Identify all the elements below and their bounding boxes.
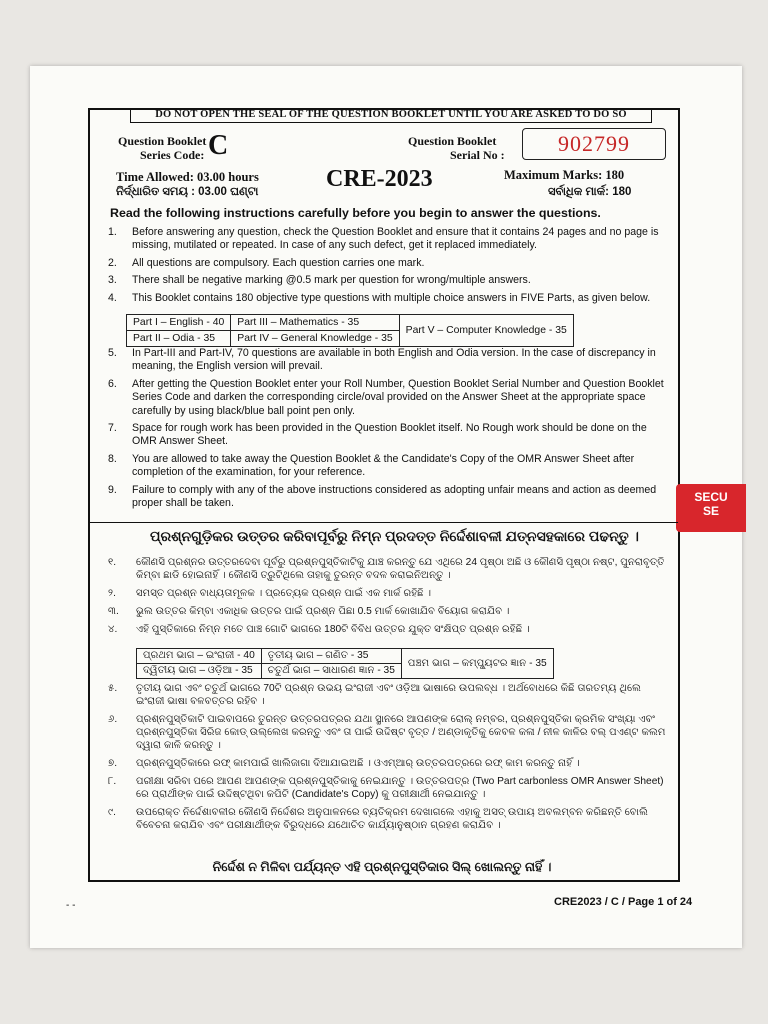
seal-warning-banner: DO NOT OPEN THE SEAL OF THE QUESTION BOOKLET UNTIL YOU ARE ASKED TO DO SO: [130, 108, 652, 123]
odia-part-4-cell: ଚତୁର୍ଥ ଭାଗ – ସାଧାରଣ ଜ୍ଞାନ - 35: [261, 664, 401, 679]
section-divider: [88, 522, 678, 523]
odia-instructions-heading: ପ୍ରଶ୍ନଗୁଡ଼ିକର ଉତ୍ତର କରିବାପୂର୍ବରୁ ନିମ୍ନ ପ୍ରଦତ୍ତ ନିର୍ଦ୍ଦେଶାବଳୀ ଯତ୍ନସହକାରେ ପଢନ୍ତୁ ।: [150, 528, 639, 544]
parts-table-od: [136, 648, 554, 679]
security-seal-tab: [676, 484, 746, 532]
odia-instruction-number: ୭.: [108, 758, 118, 769]
odia-instruction-number: ୩.: [108, 606, 119, 617]
odia-instruction-item: [104, 713, 666, 752]
odia-instruction-number: ୪.: [108, 624, 118, 635]
instruction-item: [104, 484, 664, 511]
instruction-number: 4.: [108, 291, 117, 304]
odia-instruction-number: ୫.: [108, 683, 118, 694]
odia-instruction-text: ଏହି ପୁସ୍ତିକାରେ ନିମ୍ନ ମତେ ପାଞ୍ଚ ଗୋଟି ଭାଗରେ 180ଟି ବିବିଧ ଉତ୍ତର ଯୁକ୍ତ ସଂକ୍ଷିପ୍ତ ପ୍ରଶ୍ନ ରହିଛି ।: [136, 624, 530, 635]
instruction-text: Before answering any question, check the Question Booklet and ensure that it contains 24 pages and no page is missing, mutilated or repeated. In case of any such defect, get it replaced immediately.: [132, 226, 659, 252]
instruction-item: [104, 453, 664, 480]
odia-instruction-text: ପରୀକ୍ଷା ସରିବା ପରେ ଆପଣ ଆପଣଙ୍କ ପ୍ରଶ୍ନପୁସ୍ତିକାକୁ ନେଇଯାନ୍ତୁ । ଉତ୍ତରପତ୍ର (Two Part carbonless OMR Answer Sheet) ରେ ପ୍ରାର୍ଥୀଙ୍କ ପାଇଁ ଉଦ୍ଦିଷ୍ଟଥିବା କପିଟି (Candidate's Copy) କୁ ପରୀକ୍ଷାର୍ଥୀ ନେଇଯାନ୍ତୁ ।: [136, 776, 664, 800]
instruction-number: 1.: [108, 226, 117, 238]
instruction-number: 2.: [108, 256, 117, 269]
instruction-list-en: [104, 226, 664, 515]
odia-instruction-item: [104, 682, 666, 708]
serial-no-value: 902799: [522, 128, 666, 160]
series-code-label-1: Question Booklet: [118, 134, 207, 148]
odia-instruction-item: [104, 556, 666, 582]
odia-part-5-cell: ପଞ୍ଚମ ଭାଗ – କମ୍ପ୍ୟୁଟର ଜ୍ଞାନ - 35: [401, 649, 553, 679]
odia-instruction-number: ୨.: [108, 588, 116, 599]
odia-instruction-item: [104, 623, 666, 636]
security-seal-line-2: SE: [702, 504, 719, 518]
instruction-item: [104, 274, 664, 287]
serial-no-label-2: Serial No :: [450, 148, 505, 162]
instruction-text: All questions are compulsory. Each question carries one mark.: [132, 256, 425, 269]
exam-title: CRE-2023: [326, 166, 433, 192]
odia-instruction-item: [104, 587, 666, 600]
odia-instruction-number: ୮.: [108, 776, 117, 787]
odia-part-2-cell: ଦ୍ୱିତୀୟ ଭାଗ – ଓଡ଼ିଆ - 35: [137, 664, 262, 679]
security-seal-line-1: SECU: [694, 490, 728, 504]
instruction-text: This Booklet contains 180 objective type questions with multiple choice answers in FIVE Parts, as given below.: [132, 291, 651, 304]
part-3-cell: Part III – Mathematics - 35: [231, 315, 399, 331]
instruction-number: 8.: [108, 452, 117, 465]
footer-marks: - -: [66, 900, 76, 911]
part-5-cell: Part V – Computer Knowledge - 35: [399, 315, 573, 347]
instructions-heading: Read the following instructions carefully before you begin to answer the questions.: [110, 206, 601, 220]
odia-instruction-number: ୬.: [108, 714, 118, 725]
odia-instruction-item: [104, 806, 666, 832]
instruction-text: Space for rough work has been provided in the Question Booklet itself. No Rough work should be done on the OMR Answer Sheet.: [132, 422, 647, 448]
instruction-text: Failure to comply with any of the above instructions considered as adopting unfair means and action as deemed proper shall be taken.: [132, 483, 657, 510]
instruction-item: [104, 257, 664, 270]
time-allowed-en: Time Allowed: 03.00 hours: [116, 170, 259, 184]
instruction-item: [104, 226, 664, 253]
part-4-cell: Part IV – General Knowledge - 35: [231, 331, 399, 347]
instruction-number: 9.: [108, 483, 117, 496]
instruction-item: [104, 347, 664, 374]
instruction-number: 3.: [108, 274, 117, 287]
odia-seal-warning: ନିର୍ଦ୍ଦେଶ ନ ମିଳିବା ପର୍ଯ୍ୟନ୍ତ ଏହି ପ୍ରଶ୍ନପୁସ୍ତିକାର ସିଲ୍ ଖୋଲନ୍ତୁ ନାହିଁ ।: [212, 860, 552, 874]
odia-instruction-item: [104, 775, 666, 801]
odia-part-3-cell: ତୃତୀୟ ଭାଗ – ଗଣିତ - 35: [261, 649, 401, 664]
max-marks-od: ସର୍ବାଧିକ ମାର୍କ: 180: [548, 186, 632, 198]
part-1-cell: Part I – English - 40: [127, 315, 231, 331]
series-code-label-2: Series Code:: [140, 148, 205, 162]
odia-part-1-cell: ପ୍ରଥମ ଭାଗ – ଇଂରାଜୀ - 40: [137, 649, 262, 664]
parts-table-en: [126, 314, 574, 347]
odia-instruction-text: ପ୍ରଶ୍ନପୁସ୍ତିକାରେ ରଫ୍ କାମପାଇଁ ଖାଲିଜାଗା ଦିଆଯାଇଅଛି । ଓଏମ୍ଆର୍ ଉତ୍ତରପତ୍ରରେ ରଫ୍ କାମ କରନ୍ତୁ ନାହିଁ ।: [136, 758, 580, 769]
instruction-text: There shall be negative marking @0.5 mark per question for wrong/multiple answers.: [132, 274, 531, 287]
instruction-number: 7.: [108, 422, 117, 435]
odia-instruction-text: ପ୍ରଶ୍ନପୁସ୍ତିକାଟି ପାଇବାପରେ ତୁରନ୍ତ ଉତ୍ତରପତ୍ରର ଯଥା ସ୍ଥାନରେ ଆପଣଙ୍କ ରୋଲ୍ ନମ୍ବର, ପ୍ରଶ୍ନପୁସ୍ତିକା କ୍ରମିକ ସଂଖ୍ୟା ଏବଂ ପ୍ରଶ୍ନପୁସ୍ତିକା ସିରିଜ କୋଡ୍ ଉଲ୍ଲେଖ କରନ୍ତୁ ଏବଂ ତା ପାଇଁ ଉଦ୍ଦିଷ୍ଟ ବୃତ୍ତ / ଅଣ୍ଡାକୃତିକୁ କେବଳ କଳା / ନୀଳ କାଳିର ବଲ୍ ପଏଣ୍ଟ କଲମ ଦ୍ୱାରା କାଳି କରନ୍ତୁ ।: [136, 714, 666, 751]
max-marks-en: Maximum Marks: 180: [504, 168, 625, 182]
instruction-number: 6.: [108, 377, 117, 390]
odia-instruction-text: କୌଣସି ପ୍ରଶ୍ନର ଉତ୍ତରଦେବା ପୂର୍ବରୁ ପ୍ରଶ୍ନପୁସ୍ତିକାଟିକୁ ଯାଞ୍ଚ କରନ୍ତୁ ଯେ ଏଥିରେ 24 ପୃଷ୍ଠା ଅଛି ଓ କୌଣସି ପୃଷ୍ଠା ନଷ୍ଟ, ପୁନରାବୃତ୍ତି କିମ୍ବା ଛାଡି ହୋଇନାହିଁ । କୌଣସି ତ୍ରୁଟିଥିଲେ ତାହାକୁ ତୁରନ୍ତ ବଦଳ କରାଇନିଅନ୍ତୁ ।: [136, 557, 665, 581]
odia-instruction-text: ଉପରୋକ୍ତ ନିର୍ଦ୍ଦେଶାବଳୀର କୌଣସି ନିର୍ଦ୍ଦେଶର ଅନୁପାଳନରେ ବ୍ୟତିକ୍ରମ ଦେଖାଗଲେ ଏହାକୁ ଅସତ୍ ଉପାୟ ଅବଲମ୍ବନ କରିଛନ୍ତି ବୋଲି ବିବେଚନା କରାଯିବ ଏବଂ ପରୀକ୍ଷାର୍ଥୀଙ୍କ ବିରୁଦ୍ଧରେ ଯଥୋଚିତ କାର୍ଯ୍ୟାନୁଷ୍ଠାନ ଗ୍ରହଣ କରାଯିବ ।: [136, 807, 648, 831]
time-allowed-od: ନିର୍ଦ୍ଧାରିତ ସମୟ : 03.00 ଘଣ୍ଟା: [116, 186, 259, 198]
part-2-cell: Part II – Odia - 35: [127, 331, 231, 347]
instruction-text: After getting the Question Booklet enter your Roll Number, Question Booklet Serial Number and Question Booklet Series Code and darken the corresponding circle/oval provided on the Answer Sheet at the appropriate space carefully by using black/blue ball point pen only.: [132, 377, 664, 417]
odia-instruction-item: [104, 757, 666, 770]
series-code-value: C: [208, 130, 229, 161]
instruction-number: 5.: [108, 347, 117, 360]
odia-instruction-text: ସମସ୍ତ ପ୍ରଶ୍ନ ବାଧ୍ୟତାମୂଳକ । ପ୍ରତ୍ୟେକ ପ୍ରଶ୍ନ ପାଇଁ ଏକ ମାର୍କ ରହିଛି ।: [136, 588, 432, 599]
odia-instruction-text: ଭୁଲ ଉତ୍ତର କିମ୍ବା ଏକାଧିକ ଉତ୍ତର ପାଇଁ ପ୍ରଶ୍ନ ପିଛା 0.5 ମାର୍କ କୋଖାଯିବ ବିୟୋଗ କରାଯିବ ।: [136, 606, 510, 617]
odia-instruction-item: [104, 605, 666, 618]
instruction-item: [104, 292, 664, 305]
serial-no-label-1: Question Booklet: [408, 134, 497, 148]
instruction-text: In Part-III and Part-IV, 70 questions are available in both English and Odia version. In the case of discrepancy in meaning, the English version will prevail.: [132, 347, 656, 373]
instruction-item: [104, 378, 664, 418]
instruction-list-od: [104, 556, 666, 837]
odia-instruction-number: ୯.: [108, 807, 116, 818]
page-number: CRE2023 / C / Page 1 of 24: [554, 896, 693, 908]
instruction-item: [104, 422, 664, 449]
instruction-text: You are allowed to take away the Question Booklet & the Candidate's Copy of the OMR Answer Sheet after completion of the examination, for your reference.: [132, 452, 635, 479]
odia-instruction-text: ତୃତୀୟ ଭାଗ ଏବଂ ଚତୁର୍ଥ ଭାଗରେ 70ଟି ପ୍ରଶ୍ନ ଉଭୟ ଇଂରାଜୀ ଏବଂ ଓଡ଼ିଆ ଭାଷାରେ ଉପଲବ୍ଧ । ଅର୍ଥବୋଧରେ କିଛି ତାରତମ୍ୟ ଥିଲେ ଇଂରାଜୀ ଭାଷା ବଳବତ୍ତର ରହିବ ।: [136, 683, 641, 707]
odia-instruction-number: ୧.: [108, 557, 117, 568]
